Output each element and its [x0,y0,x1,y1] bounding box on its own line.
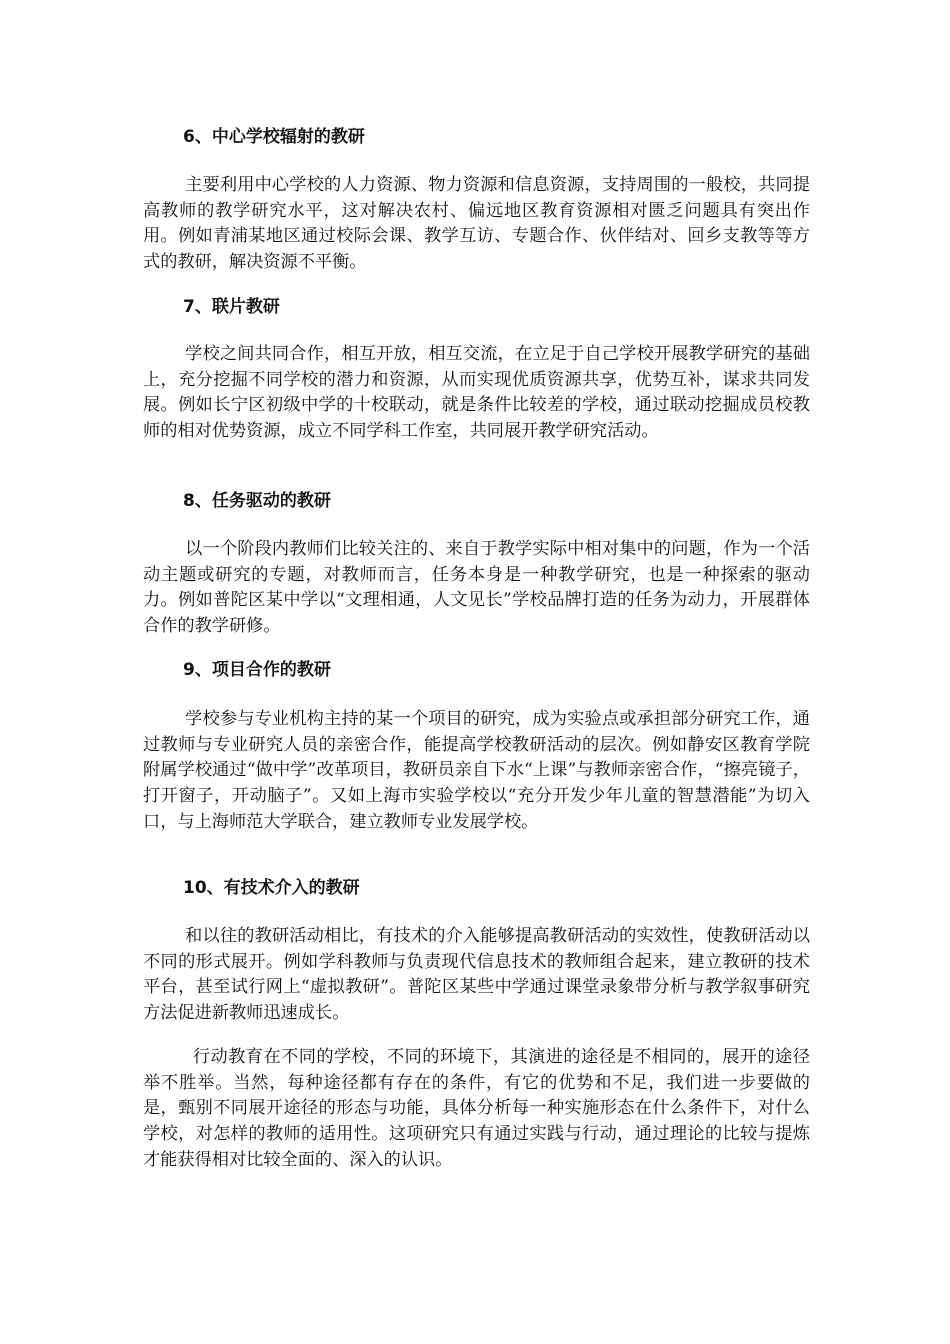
section-6-heading: 6、中心学校辐射的教研 [183,127,365,147]
section-8-body: 以一个阶段内教师们比较关注的、来自于教学实际中相对集中的问题，作为一个活动主题或研究的专题，对教师而言，任务本身是一种教学研究，也是一种探索的驱动力。例如普陀区某中学以“文理相通，人文见长”学校品牌打造的任务为动力，开展群体合作的教学研修。 [143,539,810,637]
section-7-body: 学校之间共同合作，相互开放，相互交流，在立足于自己学校开展教学研究的基础上，充分挖掘不同学校的潜力和资源，从而实现优质资源共享，优势互补，谋求共同发展。例如长宁区初级中学的十校联动，就是条件比较差的学校，通过联动挖掘成员校教师的相对优势资源，成立不同学科工作室，共同展开教学研究活动。 [143,344,810,442]
section-9-heading: 9、项目合作的教研 [183,660,331,680]
section-9-body: 学校参与专业机构主持的某一个项目的研究，成为实验点或承担部分研究工作，通过教师与专业研究人员的亲密合作，能提高学校教研活动的层次。例如静安区教育学院附属学校通过“做中学”改革项目，教研员亲自下水“上课”与教师亲密合作，“擦亮镜子，打开窗子，开动脑子”。又如上海市实验学校以“充分开发少年儿童的智慧潜能”为切入口，与上海师范大学联合，建立教师专业发展学校。 [143,709,810,832]
section-10-heading: 10、有技术介入的教研 [183,878,360,898]
section-6-body: 主要利用中心学校的人力资源、物力资源和信息资源，支持周围的一般校，共同提高教师的教学研究水平，这对解决农村、偏远地区教育资源相对匮乏问题具有突出作用。例如青浦某地区通过校际会课、教学互访、专题合作、伙伴结对、回乡支教等等方式的教研，解决资源不平衡。 [143,175,810,273]
section-7-heading: 7、联片教研 [183,297,280,317]
section-8-heading: 8、任务驱动的教研 [183,491,331,511]
section-10-body: 和以往的教研活动相比，有技术的介入能够提高教研活动的实效性，使教研活动以不同的形式展开。例如学科教师与负责现代信息技术的教师组合起来，建立教研的技术平台，甚至试行网上“虚拟教研”。普陀区某些中学通过课堂录象带分析与教学叙事研究方法促进新教师迅速成长。 [143,926,810,1024]
conclusion-paragraph: 行动教育在不同的学校，不同的环境下，其演进的途径是不相同的，展开的途径举不胜举。当然，每种途径都有存在的条件，有它的优势和不足，我们进一步要做的是，甄别不同展开途径的形态与功能，具体分析每一种实施形态在什么条件下，对什么学校，对怎样的教师的适用性。这项研究只有通过实践与行动，通过理论的比较与提炼才能获得相对比较全面的、深入的认识。 [143,1047,810,1170]
